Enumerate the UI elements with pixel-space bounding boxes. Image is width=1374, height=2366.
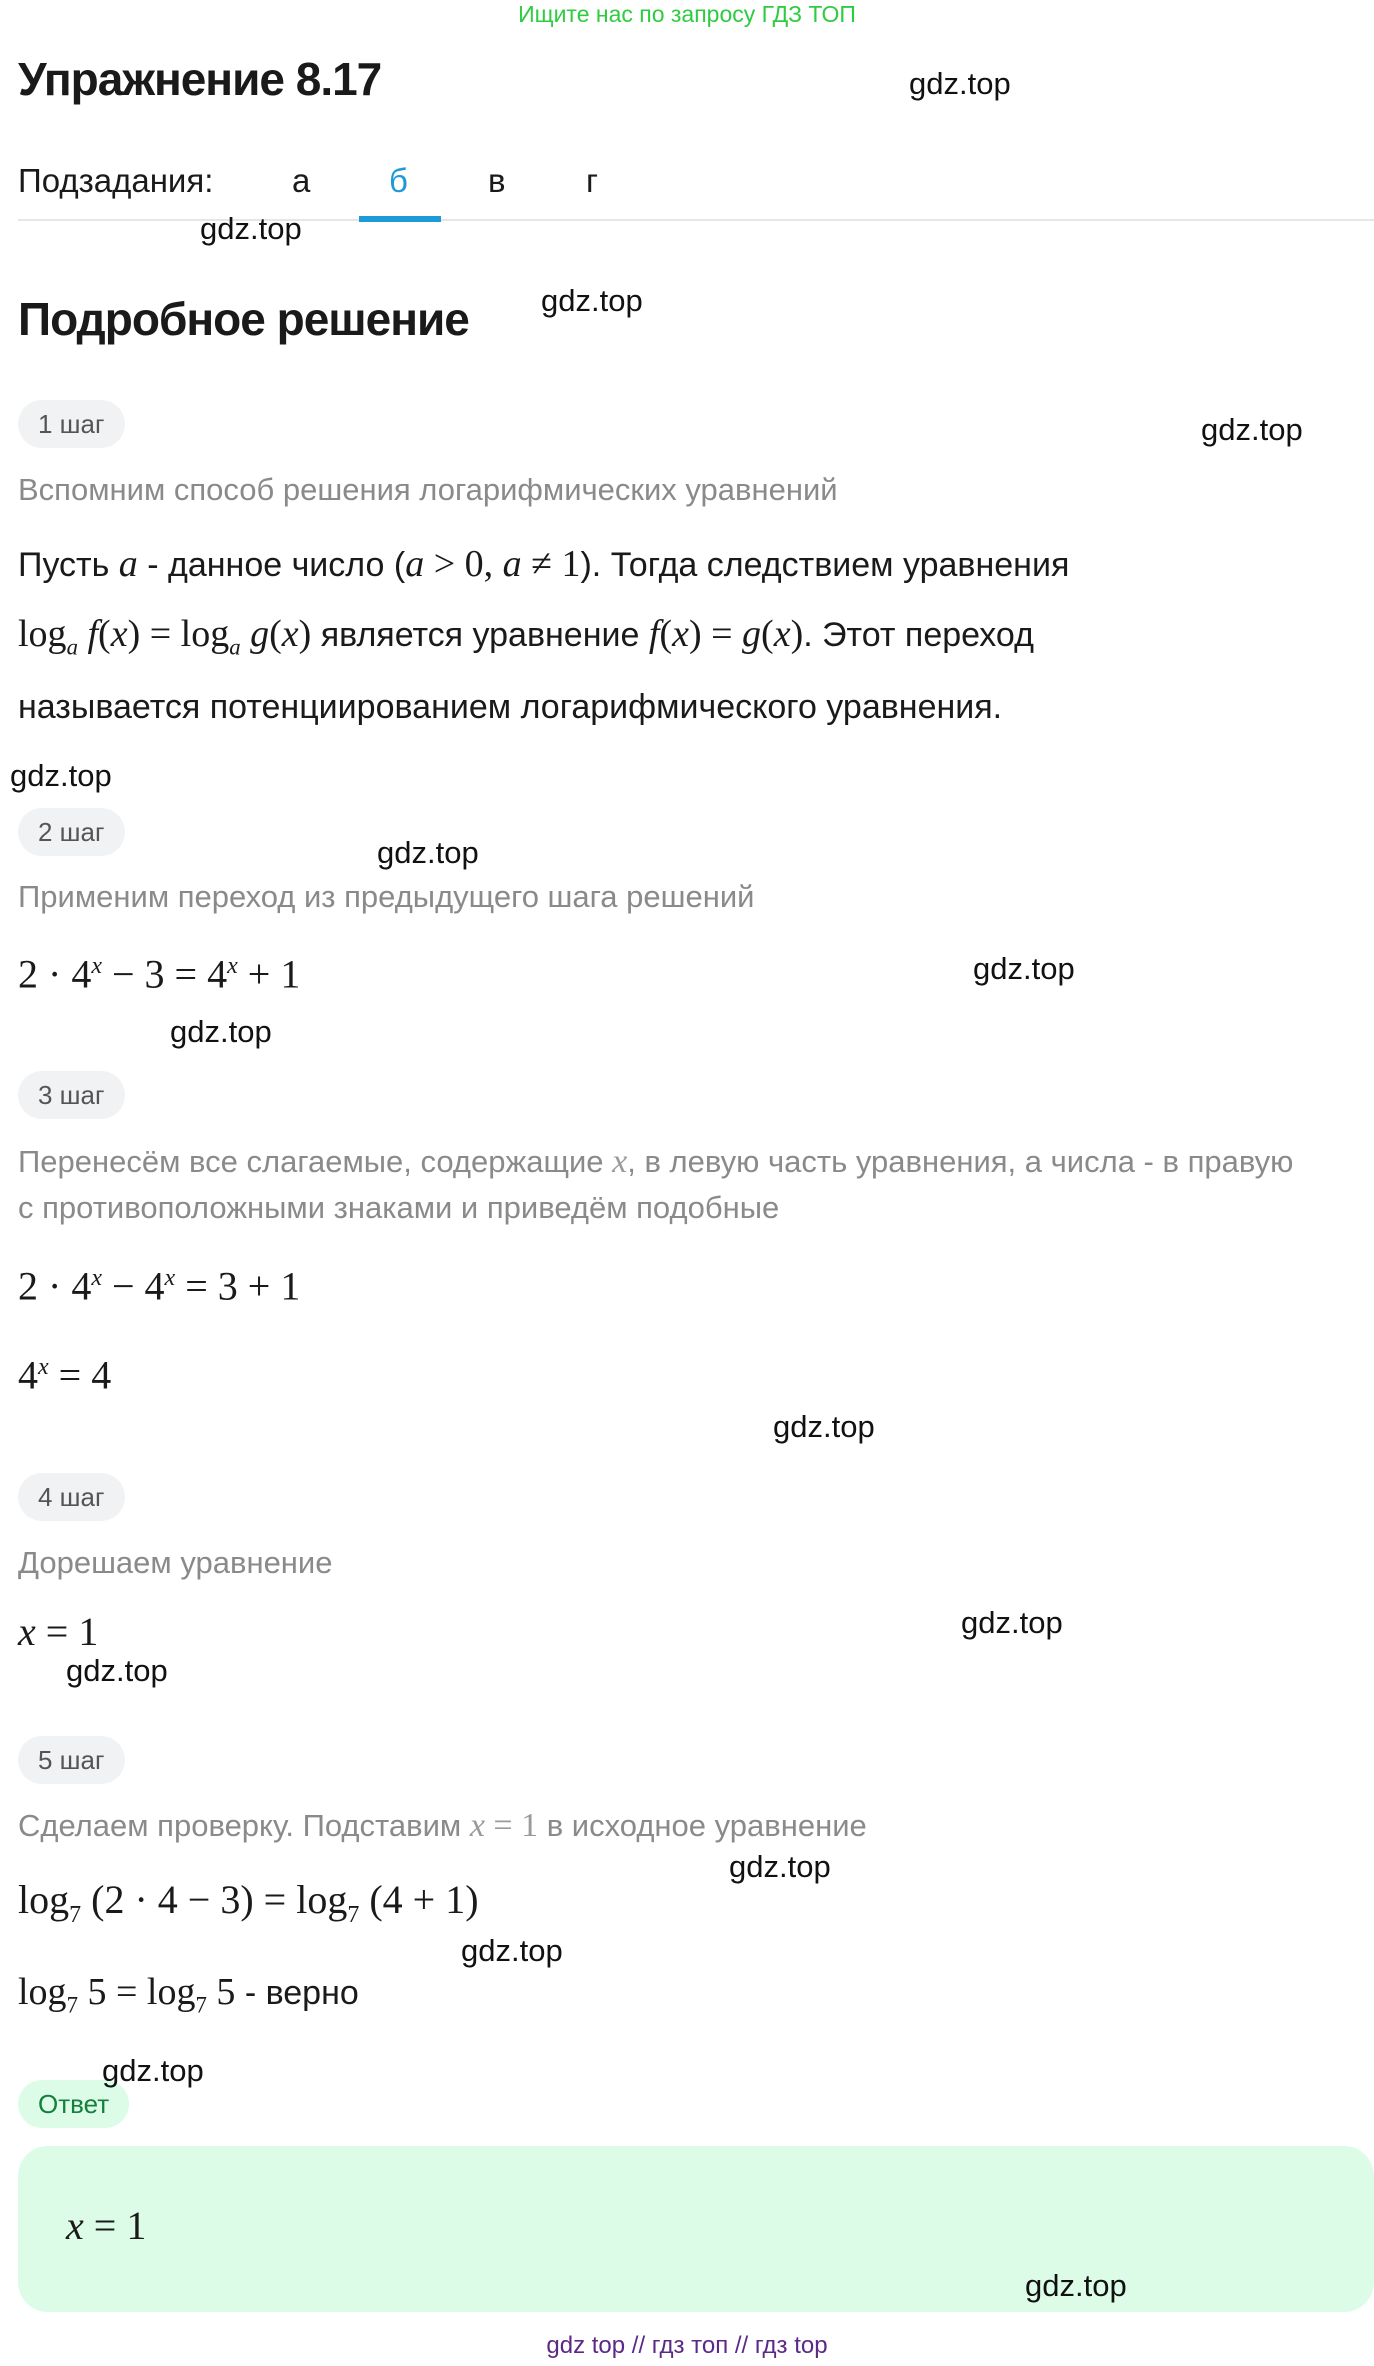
tab-b[interactable]: б [389, 162, 408, 199]
equation: $2 \cdot 4^x - 4^x = 3 + 1$ [18, 1263, 301, 1309]
search-banner: Ищите нас по запросу ГДЗ ТОП [518, 1, 856, 27]
equation: $\log_7 (2 \cdot 4 - 3) = \log_7 (4 + 1)$ [18, 1877, 479, 1928]
step-badge: 3 шаг [18, 1071, 125, 1119]
subtasks-label: Подзадания: [18, 162, 214, 199]
step-hint: Вспомним способ решения логарифмических уравнений [18, 472, 838, 507]
watermark: gdz.top [1025, 2268, 1127, 2303]
step-hint: Перенесём все слагаемые, содержащие x, в левую часть уравнения, а числа - в правую [18, 1143, 1294, 1180]
equation: $2 \cdot 4^x - 3 = 4^x + 1$ [18, 951, 301, 997]
watermark: gdz.top [729, 1849, 831, 1884]
watermark: gdz.top [773, 1409, 875, 1444]
equation: $4^x = 4$ [18, 1352, 112, 1398]
step-badge: 2 шаг [18, 808, 125, 856]
step-hint: Сделаем проверку. Подставим x = 1 в исходное уравнение [18, 1807, 867, 1844]
watermark: gdz.top [170, 1014, 272, 1049]
answer-value: x = 1 [66, 2203, 147, 2248]
tab-g[interactable]: г [586, 162, 599, 199]
watermark: gdz.top [961, 1605, 1063, 1640]
step-hint: Применим переход из предыдущего шага решений [18, 879, 755, 914]
step-badge: 5 шаг [18, 1736, 125, 1784]
step-badge: 4 шаг [18, 1473, 125, 1521]
answer-box [18, 2146, 1374, 2312]
step-text: Пусть a - данное число (a > 0, a ≠ 1). Тогда следствием уравнения [18, 543, 1070, 585]
page-title: Упражнение 8.17 [18, 53, 382, 105]
footer-links[interactable]: gdz top // гдз топ // гдз top [546, 2332, 828, 2359]
step-text: называется потенциированием логарифмического уравнения. [18, 688, 1003, 726]
step-hint: Дорешаем уравнение [18, 1545, 333, 1580]
watermark: gdz.top [461, 1933, 563, 1968]
watermark: gdz.top [973, 951, 1075, 986]
solution-title: Подробное решение [18, 293, 469, 345]
watermark: gdz.top [1201, 412, 1303, 447]
step-hint: с противоположными знаками и приведём подобные [18, 1190, 780, 1225]
watermark: gdz.top [541, 283, 643, 318]
active-tab-indicator [359, 216, 441, 222]
equation: $\log_7 5 = \log_7 5$ - верно [18, 1971, 359, 2018]
watermark: gdz.top [909, 66, 1011, 101]
answer-badge: Ответ [18, 2080, 129, 2128]
step-text: $\log_a f(x) = \log_a g(x)$ является уравнение f(x) = g(x). Этот переход [18, 613, 1034, 660]
watermark: gdz.top [377, 835, 479, 870]
tab-a[interactable]: а [292, 162, 311, 199]
watermark: gdz.top [102, 2053, 204, 2088]
step-badge: 1 шаг [18, 400, 125, 448]
watermark: gdz.top [66, 1653, 168, 1688]
equation: x = 1 [18, 1609, 99, 1654]
watermark: gdz.top [200, 211, 302, 246]
watermark: gdz.top [10, 758, 112, 793]
tab-v[interactable]: в [488, 162, 506, 199]
